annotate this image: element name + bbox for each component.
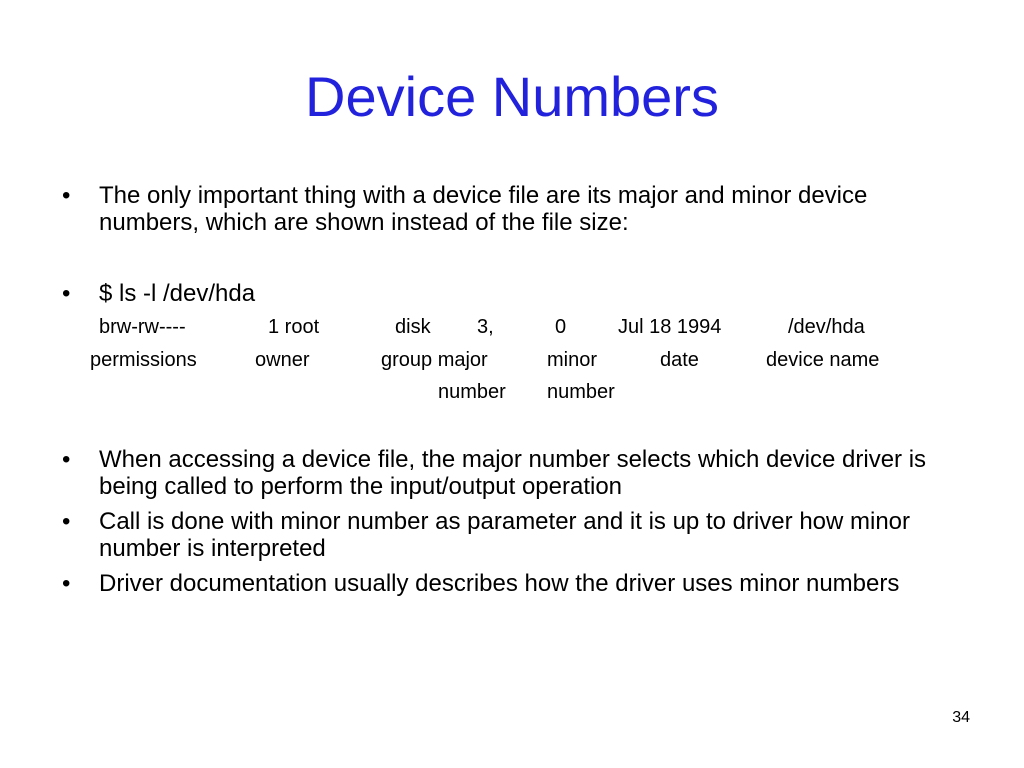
ls-group: disk xyxy=(395,316,431,338)
bullet-text: Call is done with minor number as parameter and it is up to driver how minor number is interpreted xyxy=(99,508,911,562)
ls-owner: 1 root xyxy=(268,316,320,338)
ls-output-row xyxy=(0,315,1024,339)
bullet-marker: • xyxy=(62,570,71,597)
bullet-marker: • xyxy=(62,508,71,535)
ls-major: 3, xyxy=(477,316,494,338)
bullet-text: When accessing a device file, the major number selects which device driver is being called to perform the input/output operation xyxy=(99,446,927,500)
bullet-text-command: $ ls -l /dev/hda xyxy=(99,280,256,307)
bullet-marker: • xyxy=(62,280,71,307)
label-owner: owner xyxy=(255,349,310,371)
label-group-major: group major xyxy=(381,349,488,371)
ls-date: Jul 18 1994 xyxy=(618,316,722,338)
label-date: date xyxy=(660,349,699,371)
ls-minor: 0 xyxy=(555,316,567,338)
ls-permissions: brw-rw---- xyxy=(99,316,186,338)
bullet-text: Driver documentation usually describes how the driver uses minor numbers xyxy=(99,570,900,597)
ls-label-row-2 xyxy=(0,380,1024,404)
ls-label-row xyxy=(0,348,1024,372)
bullet-marker: • xyxy=(62,446,71,473)
label-major-number: number xyxy=(438,381,506,403)
slide-title: Device Numbers xyxy=(305,65,719,128)
slide-number: 34 xyxy=(952,709,970,726)
bullet-text: The only important thing with a device file are its major and minor device numbers, which are shown instead of the file size: xyxy=(99,182,868,236)
ls-name: /dev/hda xyxy=(788,316,865,338)
label-minor-number: number xyxy=(547,381,615,403)
label-minor: minor xyxy=(547,349,598,371)
label-permissions: permissions xyxy=(90,349,197,371)
label-device-name: device name xyxy=(766,349,880,371)
bullet-marker: • xyxy=(62,182,71,209)
